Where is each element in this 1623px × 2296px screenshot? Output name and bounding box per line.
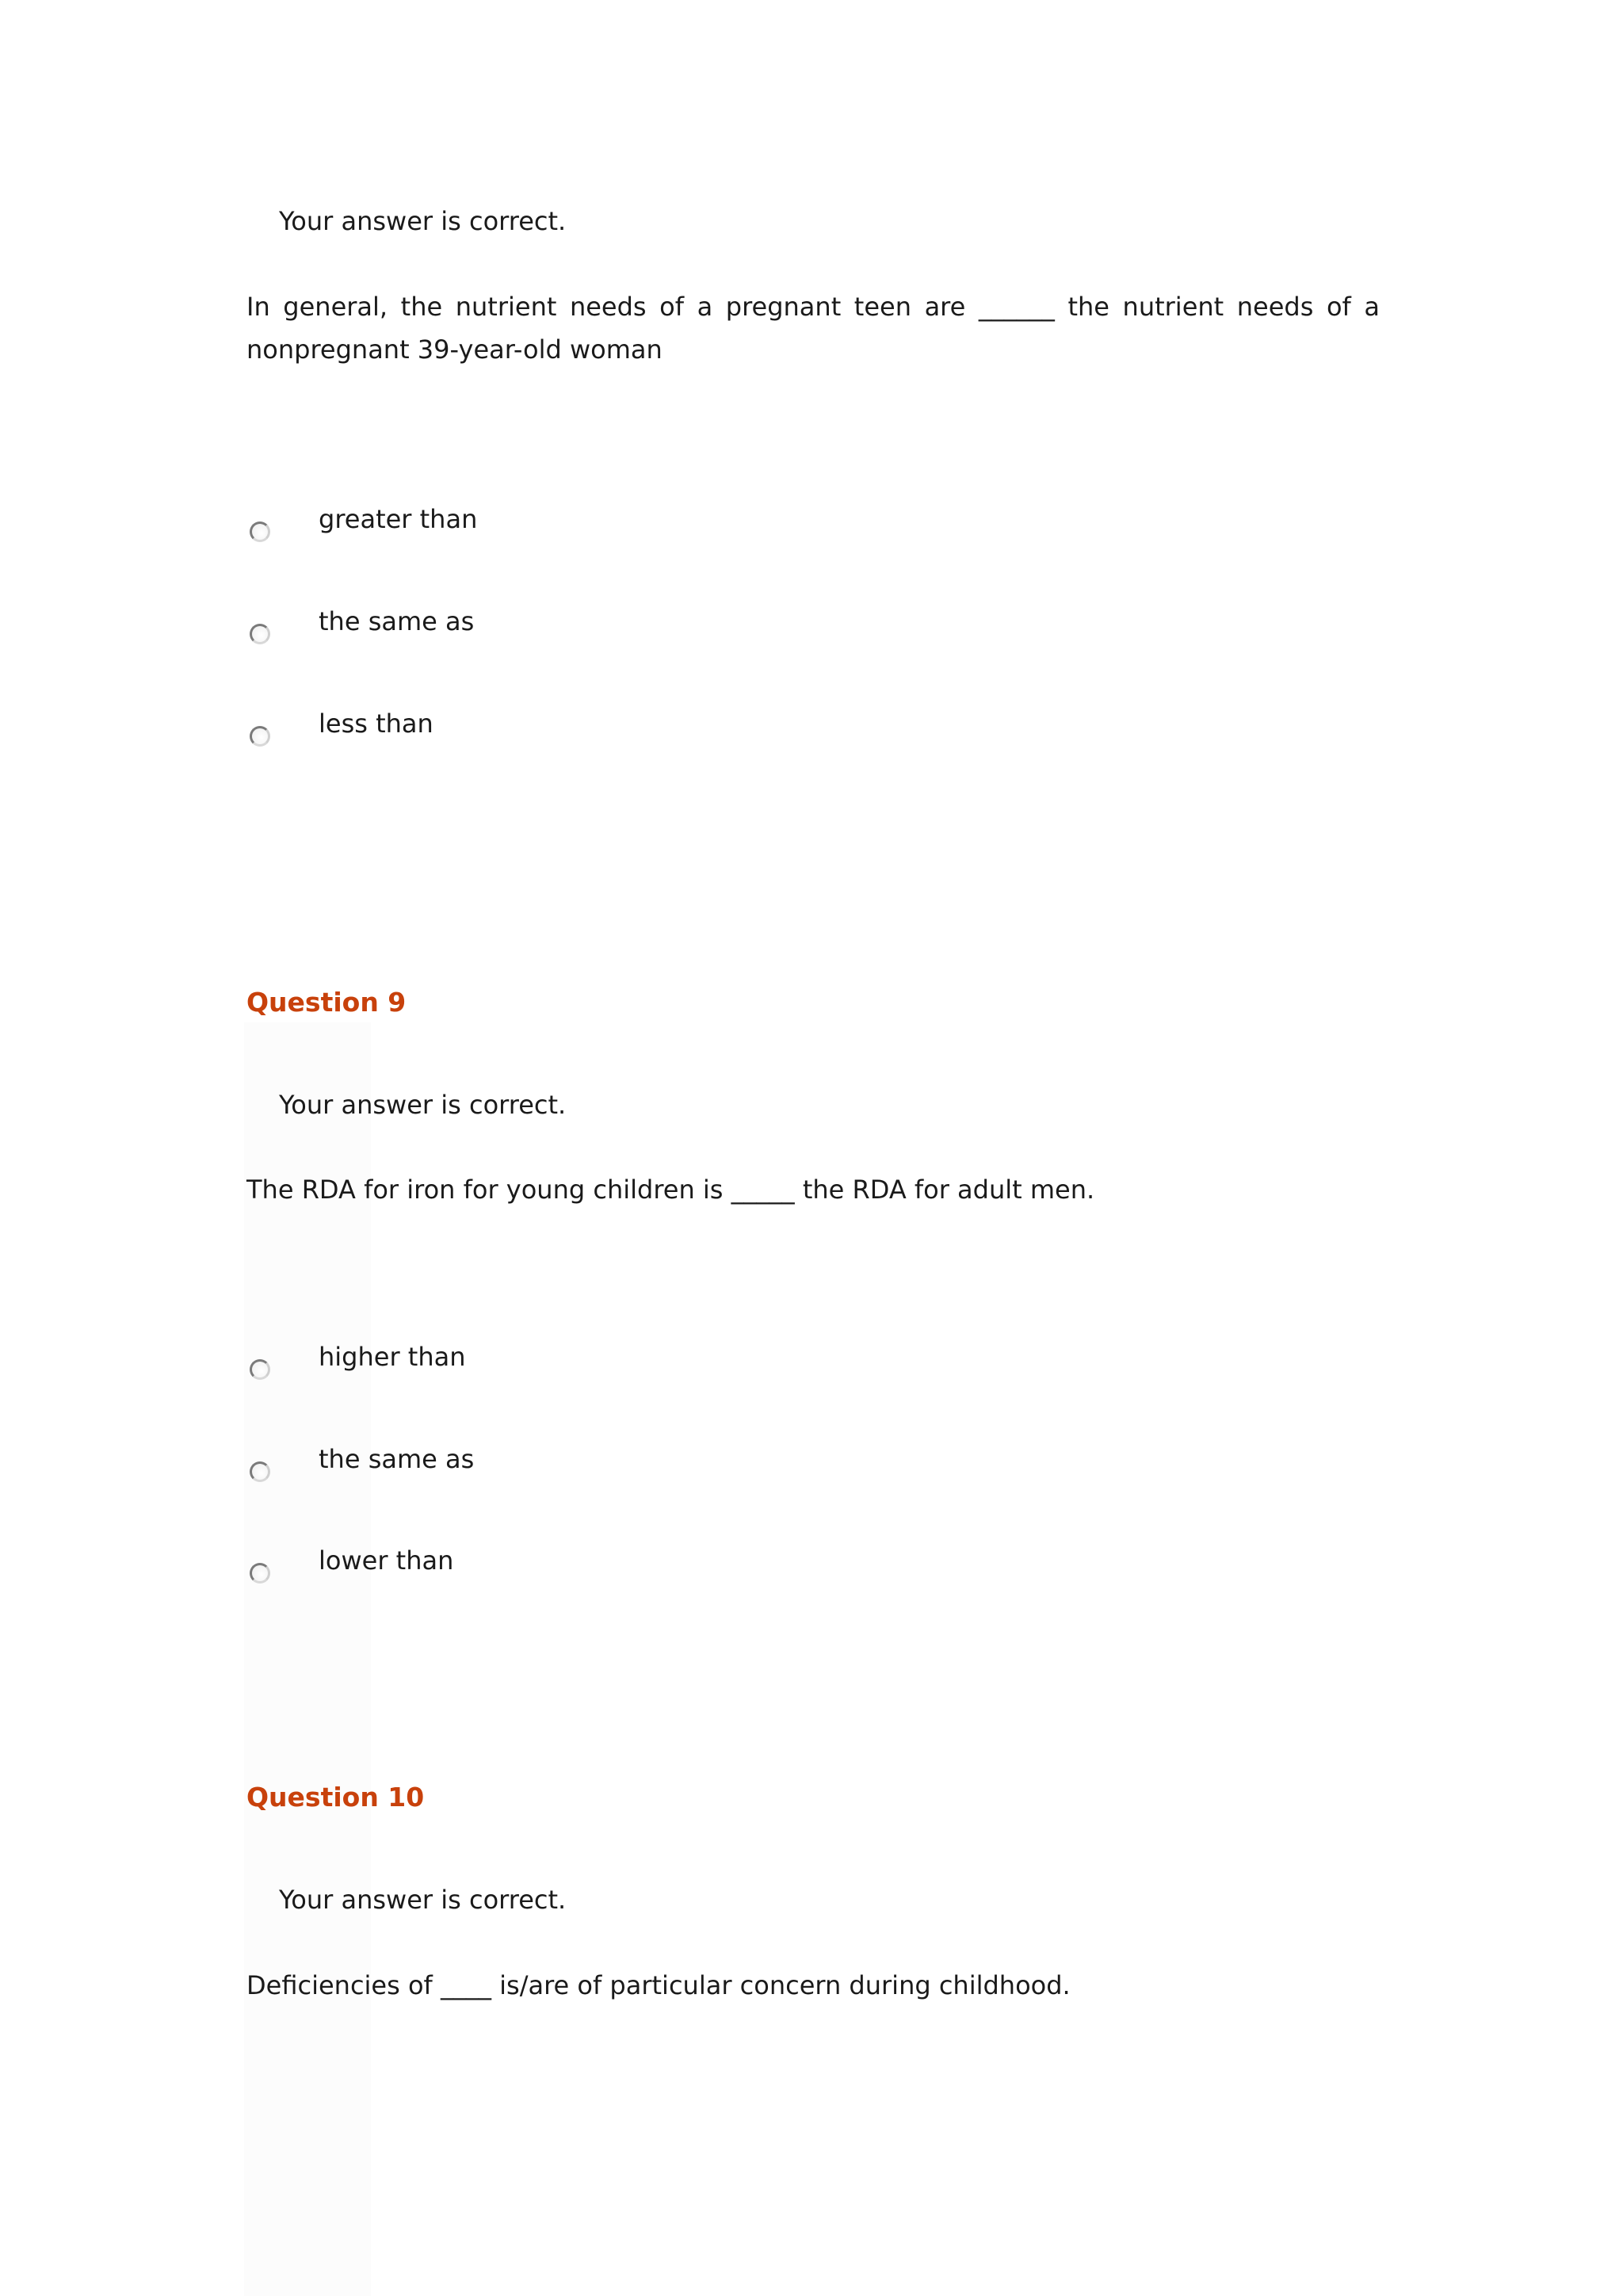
- q8-option-less-than[interactable]: [246, 702, 960, 750]
- q9-option-higher-than[interactable]: [246, 1335, 960, 1383]
- radio-button-icon[interactable]: [250, 726, 270, 747]
- radio-button-icon[interactable]: [250, 1359, 270, 1380]
- q9-option-label: higher than: [319, 1342, 466, 1372]
- q9-option-label: the same as: [319, 1444, 475, 1474]
- radio-button-icon[interactable]: [250, 1461, 270, 1482]
- q8-option-label: the same as: [319, 606, 475, 636]
- q8-prompt: In general, the nutrient needs of a pregnant teen are ______ the nutrient needs of a nonpregnant 39-year-old woman: [246, 292, 1380, 365]
- q9-prompt: The RDA for iron for young children is _____ the RDA for adult men.: [246, 1175, 1095, 1205]
- radio-button-icon[interactable]: [250, 624, 270, 644]
- q9-option-label: lower than: [319, 1545, 454, 1576]
- q8-option-same-as[interactable]: [246, 600, 960, 648]
- q9-feedback: Your answer is correct.: [279, 1090, 567, 1120]
- q10-heading: Question 10: [246, 1782, 425, 1813]
- radio-button-icon[interactable]: [250, 521, 270, 542]
- q8-option-label: less than: [319, 709, 433, 739]
- q9-option-lower-than[interactable]: [246, 1539, 960, 1587]
- q9-option-same-as[interactable]: [246, 1438, 960, 1485]
- q8-option-greater-than[interactable]: [246, 498, 960, 545]
- q10-prompt: Deficiencies of ____ is/are of particular concern during childhood.: [246, 1970, 1071, 2000]
- q8-feedback: Your answer is correct.: [279, 206, 567, 236]
- q9-heading: Question 9: [246, 987, 407, 1018]
- background-panel: [244, 1022, 371, 2296]
- q8-option-label: greater than: [319, 504, 478, 534]
- radio-button-icon[interactable]: [250, 1563, 270, 1584]
- q10-feedback: Your answer is correct.: [279, 1885, 567, 1915]
